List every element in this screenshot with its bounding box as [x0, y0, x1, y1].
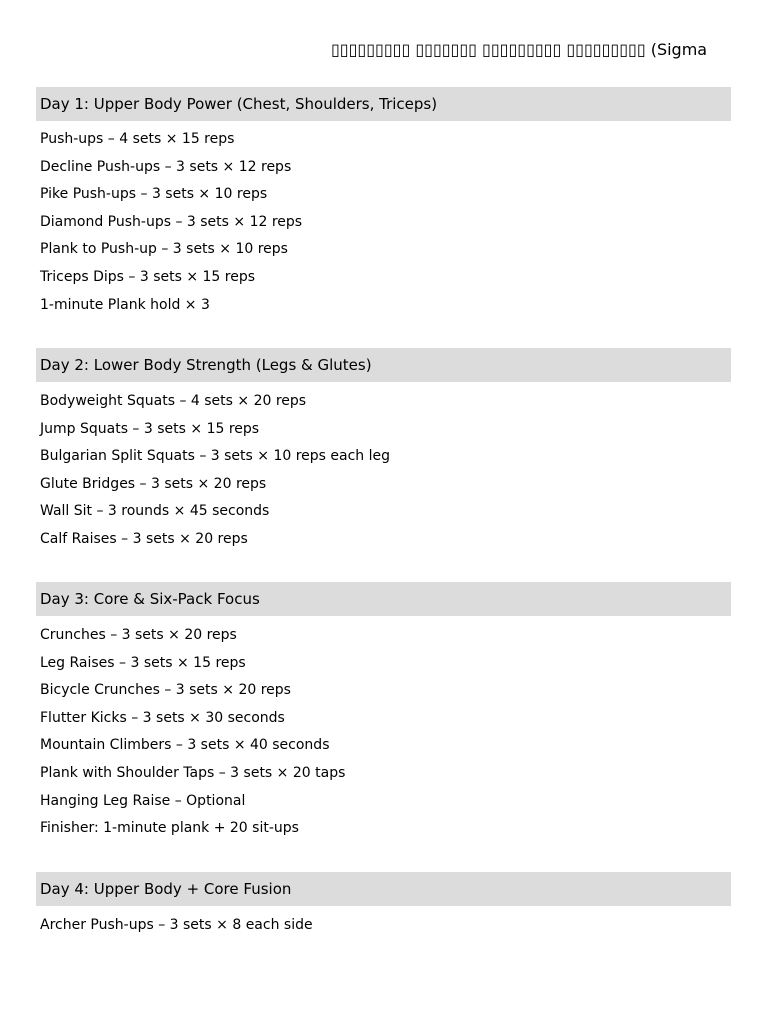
exercise-item: Triceps Dips – 3 sets × 15 reps: [40, 268, 256, 285]
exercise-item: Plank to Push-up – 3 sets × 10 reps: [40, 241, 288, 258]
exercise-item: Bulgarian Split Squats – 3 sets × 10 reps each leg: [40, 448, 391, 465]
exercise-item: Jump Squats – 3 sets × 15 reps: [40, 420, 260, 437]
exercise-item: Archer Push-ups – 3 sets × 8 each side: [40, 917, 313, 933]
exercise-item: Calf Raises – 3 sets × 20 reps: [40, 530, 248, 547]
exercise-item: Finisher: 1-minute plank + 20 sit-ups: [40, 820, 299, 837]
day-4-header: Day 4: Upper Body + Core Fusion: [36, 872, 731, 906]
exercise-item: 1-minute Plank hold × 3: [40, 296, 210, 313]
exercise-item: Diamond Push-ups – 3 sets × 12 reps: [40, 213, 303, 230]
exercise-item: Bicycle Crunches – 3 sets × 20 reps: [40, 682, 291, 699]
day-2-header: Day 2: Lower Body Strength (Legs & Glutes): [36, 348, 731, 382]
exercise-item: Wall Sit – 3 rounds × 45 seconds: [40, 503, 270, 520]
day-3-exercise-list: [40, 622, 345, 843]
exercise-item: Crunches – 3 sets × 20 reps: [40, 627, 237, 643]
document-title: ▯▯▯▯▯▯▯▯▯ ▯▯▯▯▯▯▯ ▯▯▯▯▯▯▯▯▯ ▯▯▯▯▯▯▯▯▯ (Sigma: [331, 40, 708, 59]
day-4-exercise-list: [40, 912, 313, 940]
exercise-item: Bodyweight Squats – 4 sets × 20 reps: [40, 393, 307, 409]
exercise-item: Push-ups – 4 sets × 15 reps: [40, 131, 235, 147]
day-3-header: Day 3: Core & Six-Pack Focus: [36, 582, 731, 616]
exercise-item: Hanging Leg Raise – Optional: [40, 792, 246, 809]
exercise-item: Plank with Shoulder Taps – 3 sets × 20 taps: [40, 764, 346, 781]
exercise-item: Decline Push-ups – 3 sets × 12 reps: [40, 158, 292, 175]
day-2-exercise-list: [40, 388, 390, 554]
exercise-item: Pike Push-ups – 3 sets × 10 reps: [40, 186, 268, 203]
exercise-item: Glute Bridges – 3 sets × 20 reps: [40, 475, 267, 492]
exercise-item: Leg Raises – 3 sets × 15 reps: [40, 654, 246, 671]
day-1-exercise-list: [40, 126, 302, 319]
exercise-item: Mountain Climbers – 3 sets × 40 seconds: [40, 737, 330, 754]
exercise-item: Flutter Kicks – 3 sets × 30 seconds: [40, 709, 285, 726]
day-1-header: Day 1: Upper Body Power (Chest, Shoulders, Triceps): [36, 87, 731, 121]
